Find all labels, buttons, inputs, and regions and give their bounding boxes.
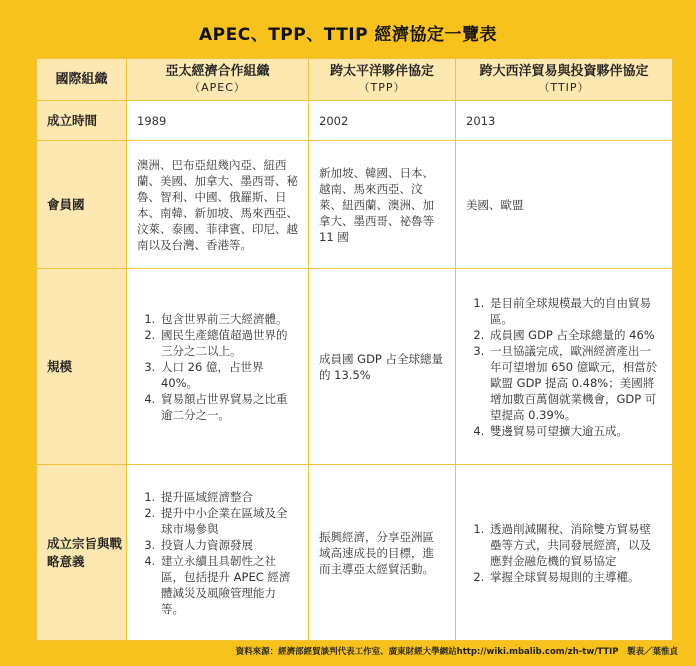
purpose-apec xyxy=(127,465,309,641)
scale-apec xyxy=(127,269,309,465)
header-tpp-abbr: （TPP） xyxy=(358,80,406,94)
header-row xyxy=(37,59,673,101)
list-item: 4. 建立永續且具韌性之社區，包括提升 APEC 經濟體減災及風險管理能力等。 xyxy=(159,553,298,617)
header-tpp-name: 跨太平洋夥伴協定 xyxy=(329,63,434,79)
scale-apec-list xyxy=(137,311,298,423)
list-item: 1. 包含世界前三大經濟體。 xyxy=(159,311,298,327)
members-row xyxy=(37,141,673,269)
members-tpp: 新加坡、韓國、日本、越南、馬來西亞、汶萊、紐西蘭、澳洲、加拿大、墨西哥、祕魯等 11 國 xyxy=(309,141,456,269)
scale-label: 規模 xyxy=(37,269,127,465)
header-apec-name: 亞太經濟合作組織 xyxy=(165,63,270,79)
members-apec: 澳洲、巴布亞紐幾內亞、紐西蘭、美國、加拿大、墨西哥、秘魯、智利、中國、俄羅斯、日本、南韓、新加坡、馬來西亞、汶萊、泰國、菲律賓、印尼、越南以及台灣、香港等。 xyxy=(127,141,309,269)
list-item: 2. 提升中小企業在區域及全球市場參與 xyxy=(159,505,298,537)
list-item: 3. 投資人力資源發展 xyxy=(159,537,298,553)
agreement-comparison-table xyxy=(36,58,673,641)
list-item: 1. 提升區域經濟整合 xyxy=(159,489,298,505)
header-org: 國際組織 xyxy=(37,59,127,101)
purpose-apec-list xyxy=(137,489,298,617)
header-apec xyxy=(127,59,309,101)
list-item: 4. 貿易額占世界貿易之比重逾二分之一。 xyxy=(159,391,298,423)
purpose-label: 成立宗旨與戰略意義 xyxy=(37,465,127,641)
header-ttip-abbr: （TTIP） xyxy=(538,80,590,94)
purpose-ttip-list xyxy=(466,521,662,585)
scale-ttip xyxy=(456,269,673,465)
header-apec-abbr: （APEC） xyxy=(189,80,246,94)
list-item: 1. 是目前全球規模最大的自由貿易區。 xyxy=(488,295,662,327)
founded-tpp: 2002 xyxy=(309,101,456,141)
founded-ttip: 2013 xyxy=(456,101,673,141)
purpose-row xyxy=(37,465,673,641)
list-item: 2. 掌握全球貿易規則的主導權。 xyxy=(488,569,662,585)
purpose-ttip xyxy=(456,465,673,641)
header-ttip xyxy=(456,59,673,101)
list-item: 3. 人口 26 億，占世界 40%。 xyxy=(159,359,298,391)
list-item: 2. 成員國 GDP 占全球總量的 46% xyxy=(488,327,662,343)
page-title: APEC、TPP、TTIP 經濟協定一覽表 xyxy=(198,25,497,45)
members-ttip: 美國、歐盟 xyxy=(456,141,673,269)
list-item: 1. 透過削減關稅、消除雙方貿易壁壘等方式，共同發展經濟，以及應對金融危機的貿易協定 xyxy=(488,521,662,569)
scale-row xyxy=(37,269,673,465)
members-label: 會員國 xyxy=(37,141,127,269)
founded-row xyxy=(37,101,673,141)
source-note: 資料來源：經濟部經貿談判代表工作室、廣東財經大學網站http://wiki.mbalib.com/zh-tw/TTIP 製表／葉惟貞 xyxy=(235,647,678,657)
header-ttip-name: 跨大西洋貿易與投資夥伴協定 xyxy=(479,63,649,79)
list-item: 3. 一旦協議完成，歐洲經濟產出一年可望增加 650 億歐元，相當於歐盟 GDP 提高 0.48%；美國將增加數百萬個就業機會，GDP 可望提高 0.39%。 xyxy=(488,343,662,423)
founded-apec: 1989 xyxy=(127,101,309,141)
scale-tpp: 成員國 GDP 占全球總量的 13.5% xyxy=(309,269,456,465)
header-tpp xyxy=(309,59,456,101)
list-item: 2. 國民生產總值超過世界的三分之二以上。 xyxy=(159,327,298,359)
scale-ttip-list xyxy=(466,295,662,439)
purpose-tpp: 振興經濟，分享亞洲區域高速成長的目標，進而主導亞太經貿活動。 xyxy=(309,465,456,641)
founded-label: 成立時間 xyxy=(37,101,127,141)
list-item: 4. 雙邊貿易可望擴大逾五成。 xyxy=(488,423,662,439)
